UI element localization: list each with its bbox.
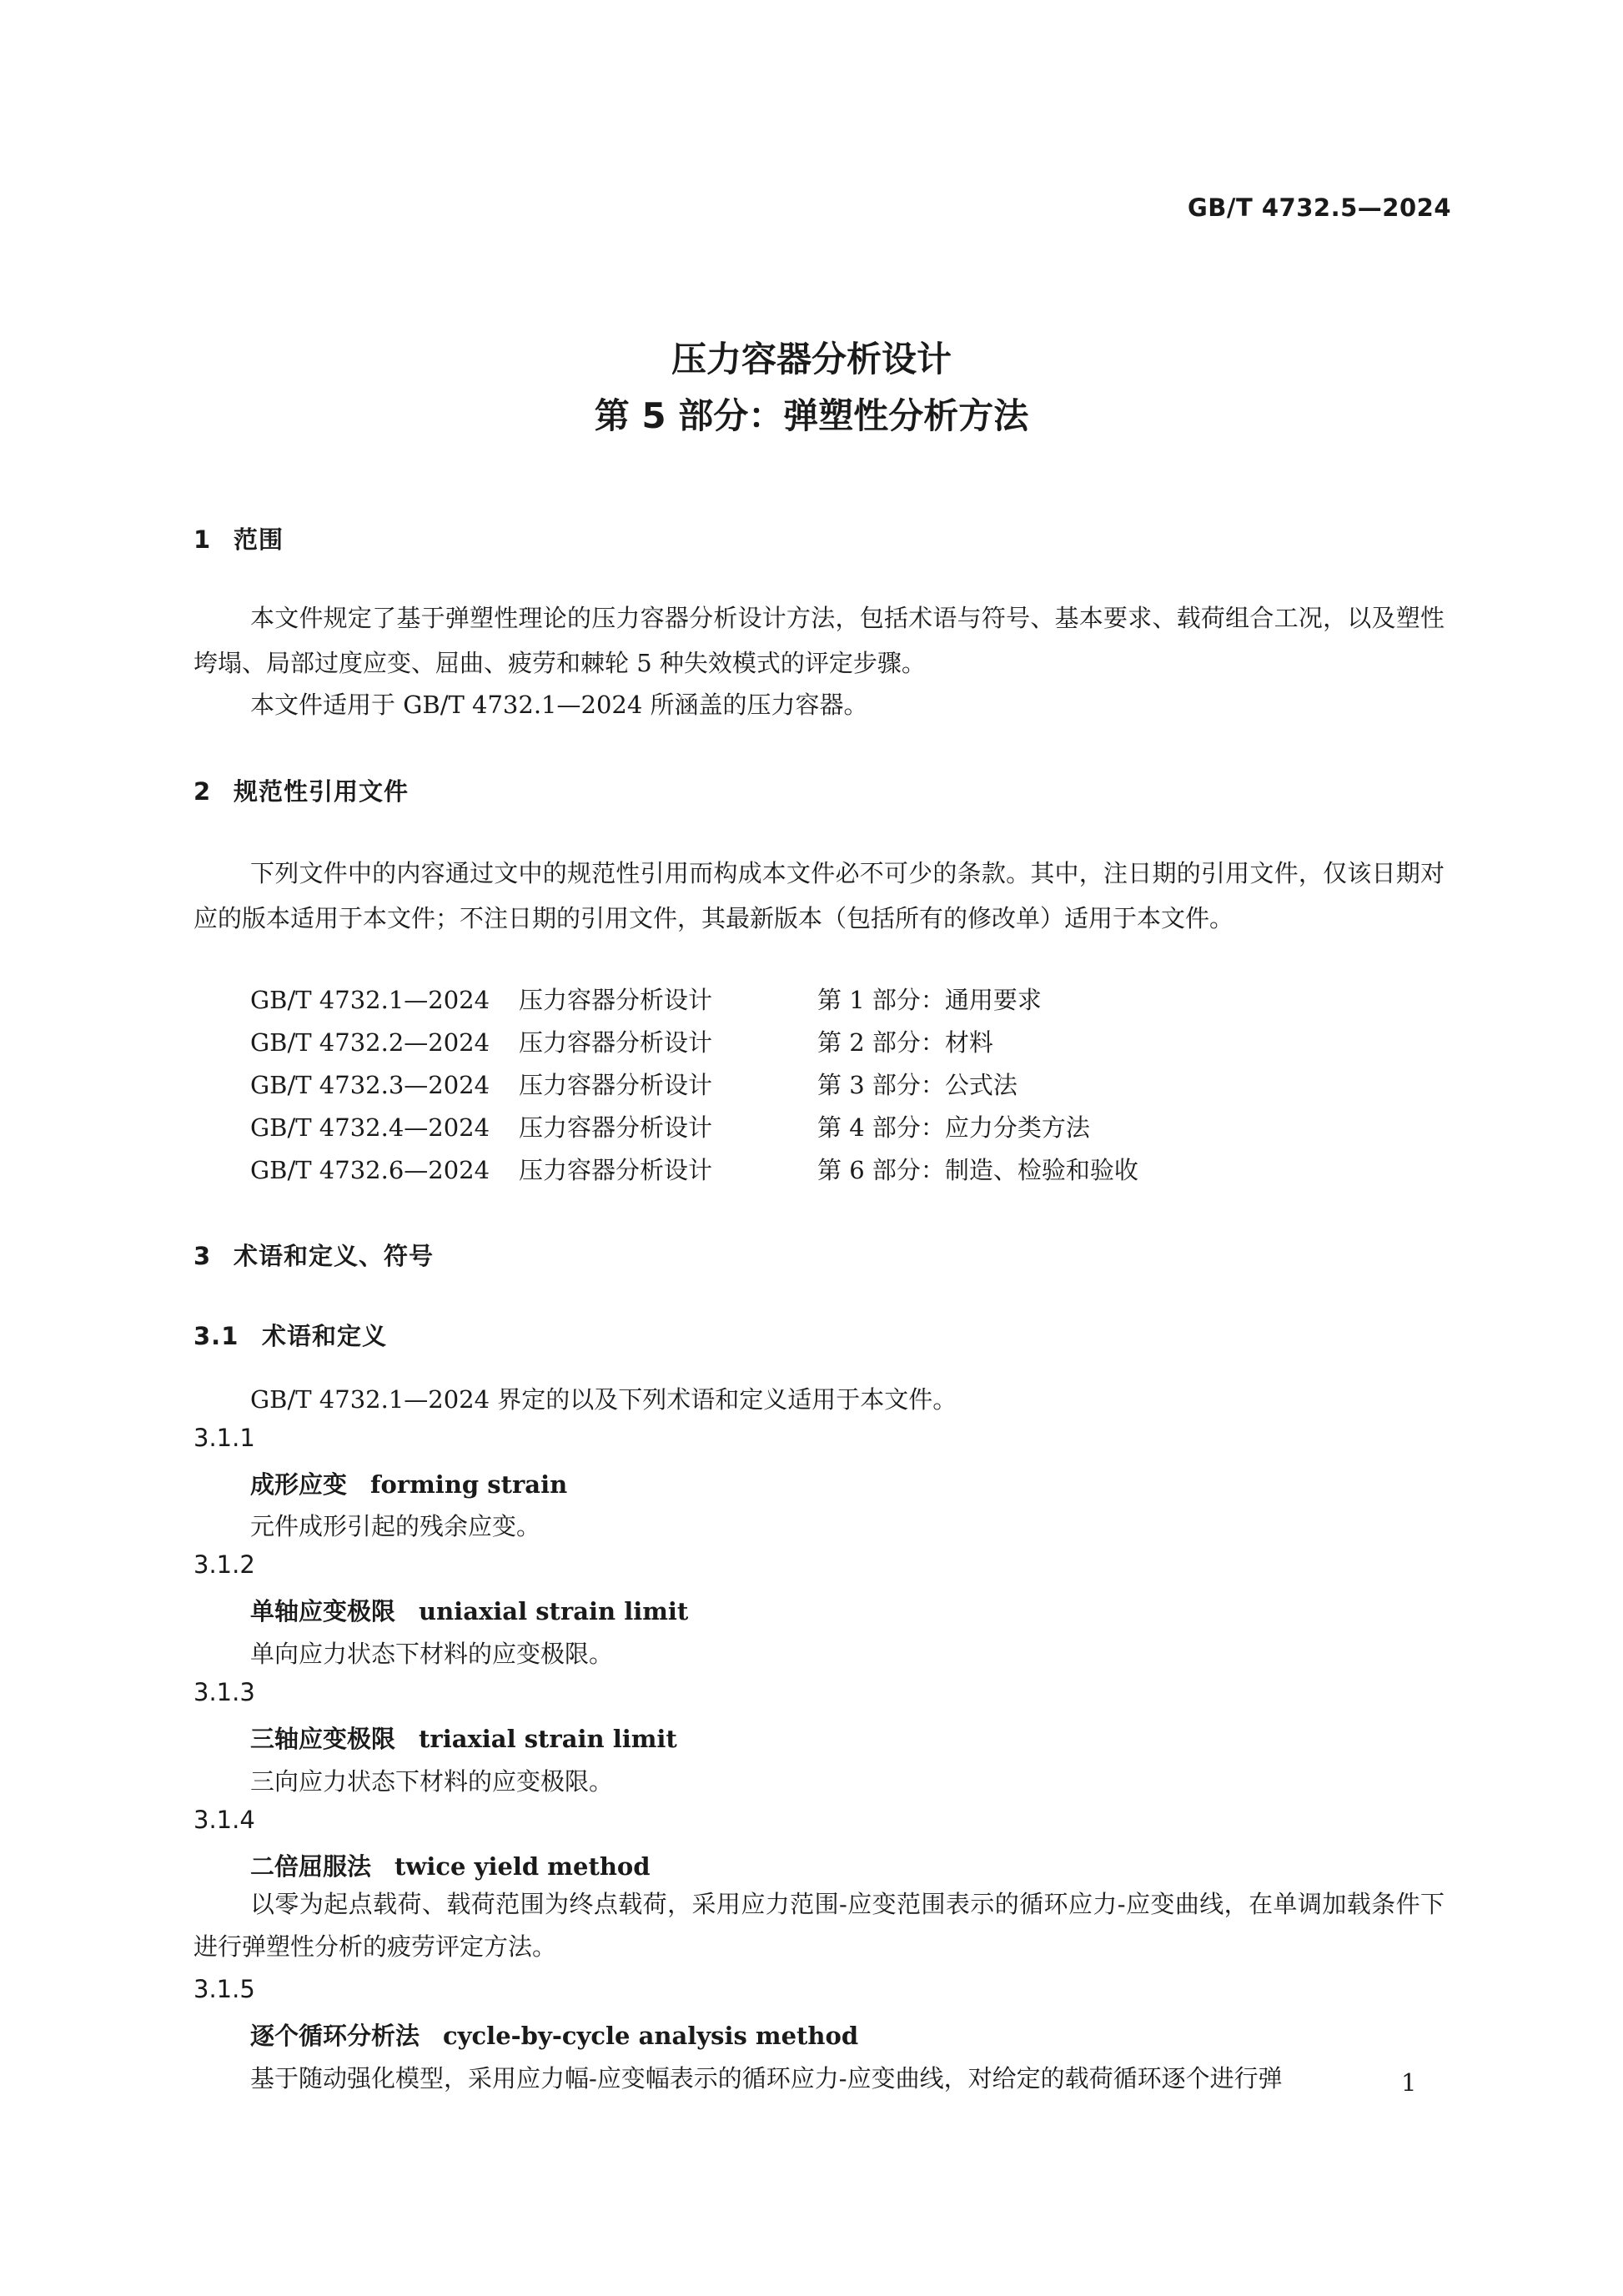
term-definition: 三向应力状态下材料的应变极限。 [250, 1767, 614, 1796]
document-title-line2: 第 5 部分：弹塑性分析方法 [594, 395, 1029, 436]
reference-name: 压力容器分析设计 [519, 986, 713, 1014]
reference-code: GB/T 4732.6—2024 [250, 1156, 490, 1184]
reference-name: 压力容器分析设计 [519, 1156, 713, 1184]
term-en: cycle-by-cycle analysis method [443, 2022, 859, 2050]
term-definition: 单向应力状态下材料的应变极限。 [250, 1640, 614, 1668]
term-number: 3.1.3 [193, 1678, 255, 1706]
term-cn: 逐个循环分析法 [250, 2022, 420, 2050]
reference-item [250, 1109, 1090, 1143]
reference-item [250, 982, 1042, 1016]
reference-code: GB/T 4732.1—2024 [250, 986, 490, 1014]
document-title-line1: 压力容器分析设计 [671, 339, 952, 379]
term-cn: 二倍屈服法 [250, 1852, 372, 1881]
reference-part: 第 6 部分：制造、检验和验收 [817, 1156, 1138, 1184]
section-1-paragraph-2: 本文件适用于 GB/T 4732.1—2024 所涵盖的压力容器。 [250, 691, 868, 719]
term-title [250, 1721, 677, 1755]
term-definition: 元件成形引起的残余应变。 [250, 1512, 541, 1540]
reference-part: 第 2 部分：材料 [817, 1028, 993, 1057]
term-title [250, 1848, 651, 1882]
term-cn: 三轴应变极限 [250, 1725, 396, 1753]
term-title [250, 2017, 858, 2052]
term-en: twice yield method [394, 1852, 651, 1881]
section-number: 2 [193, 777, 212, 806]
subsection-3-1-intro: GB/T 4732.1—2024 界定的以及下列术语和定义适用于本文件。 [250, 1385, 957, 1414]
term-en: triaxial strain limit [419, 1725, 677, 1753]
section-title: 规范性引用文件 [234, 777, 410, 806]
section-3-heading [193, 1238, 434, 1272]
page-number: 1 [1401, 2068, 1417, 2097]
term-definition: 基于随动强化模型，采用应力幅-应变幅表示的循环应力-应变曲线，对给定的载荷循环逐个进行弹 [250, 2064, 1283, 2093]
term-title [250, 1593, 688, 1627]
section-1-heading [193, 521, 284, 555]
term-cn: 成形应变 [250, 1470, 348, 1499]
reference-part: 第 1 部分：通用要求 [817, 986, 1042, 1014]
term-cn: 单轴应变极限 [250, 1597, 396, 1625]
term-number: 3.1.1 [193, 1424, 255, 1452]
term-definition: 以零为起点载荷、载荷范围为终点载荷，采用应力范围-应变范围表示的循环应力-应变曲线，在单调加载条件下进行弹塑性分析的疲劳评定方法。 [193, 1890, 1445, 1961]
reference-item [250, 1067, 1018, 1101]
term-number: 3.1.5 [193, 1975, 255, 2003]
term-en: uniaxial strain limit [419, 1597, 689, 1625]
reference-name: 压力容器分析设计 [519, 1113, 713, 1142]
term-number: 3.1.4 [193, 1806, 255, 1834]
reference-name: 压力容器分析设计 [519, 1071, 713, 1099]
reference-item [250, 1152, 1138, 1186]
standard-number: GB/T 4732.5—2024 [1188, 193, 1451, 222]
term-number: 3.1.2 [193, 1550, 255, 1579]
term-en: forming strain [370, 1470, 568, 1499]
reference-part: 第 3 部分：公式法 [817, 1071, 1018, 1099]
term-title [250, 1466, 567, 1500]
section-number: 1 [193, 525, 212, 554]
section-1-paragraph-1: 本文件规定了基于弹塑性理论的压力容器分析设计方法，包括术语与符号、基本要求、载荷组合工况，以及塑性垮塌、局部过度应变、屈曲、疲劳和棘轮 5 种失效模式的评定步骤。 [193, 604, 1445, 677]
section-title: 范围 [234, 525, 284, 554]
subsection-title: 术语和定义 [262, 1322, 388, 1350]
reference-code: GB/T 4732.4—2024 [250, 1113, 490, 1142]
reference-code: GB/T 4732.2—2024 [250, 1028, 490, 1057]
reference-part: 第 4 部分：应力分类方法 [817, 1113, 1090, 1142]
section-2-heading [193, 773, 409, 807]
subsection-3-1-heading [193, 1318, 387, 1352]
reference-name: 压力容器分析设计 [519, 1028, 713, 1057]
section-title: 术语和定义、符号 [234, 1242, 435, 1270]
section-2-paragraph-1: 下列文件中的内容通过文中的规范性引用而构成本文件必不可少的条款。其中，注日期的引用文件，仅该日期对应的版本适用于本文件；不注日期的引用文件，其最新版本（包括所有的修改单）适用于本文件。 [193, 859, 1445, 932]
reference-code: GB/T 4732.3—2024 [250, 1071, 490, 1099]
reference-item [250, 1024, 993, 1058]
section-number: 3 [193, 1242, 212, 1270]
subsection-number: 3.1 [193, 1322, 239, 1350]
